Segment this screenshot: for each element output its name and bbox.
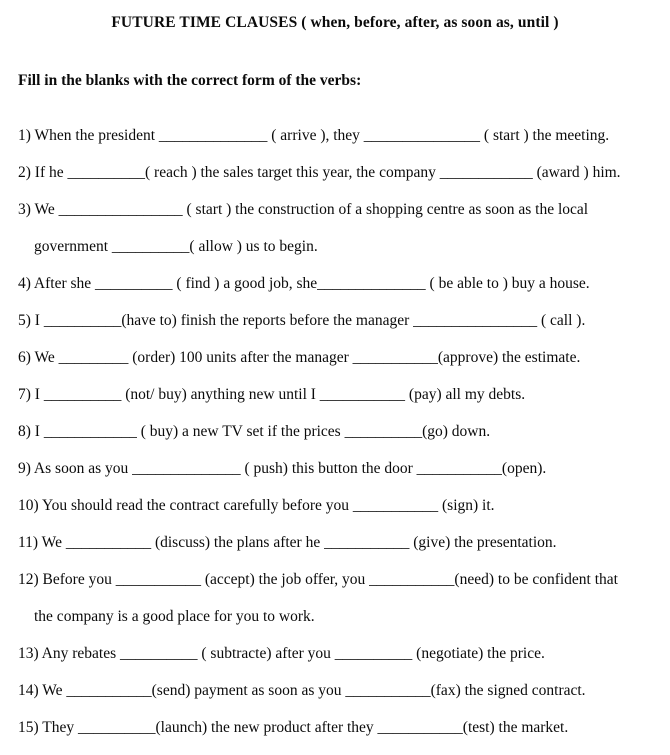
question-10-line: 10) You should read the contract carefully before you ___________ (sign) it. [18,497,495,514]
question-3-continuation: government __________( allow ) us to begin. [34,238,318,255]
exercise-list [18,117,660,746]
worksheet-title: FUTURE TIME CLAUSES ( when, before, after, as soon as, until ) [111,14,559,31]
question-12-continuation: the company is a good place for you to work. [34,608,315,625]
worksheet-instruction: Fill in the blanks with the correct form of the verbs: [18,72,362,89]
question-15-line: 15) They __________(launch) the new product after they ___________(test) the market. [18,719,569,736]
question-12-line: 12) Before you ___________ (accept) the job offer, you ___________(need) to be confident that [18,571,618,588]
question-1-line: 1) When the president ______________ ( arrive ), they _______________ ( start ) the meeting. [18,127,610,144]
question-13-line: 13) Any rebates __________ ( subtracte) after you __________ (negotiate) the price. [18,645,545,662]
question-3-line: 3) We ________________ ( start ) the construction of a shopping centre as soon as the local [18,201,589,218]
question-4-line: 4) After she __________ ( find ) a good job, she______________ ( be able to ) buy a house. [18,275,590,292]
question-6-line: 6) We _________ (order) 100 units after the manager ___________(approve) the estimate. [18,349,581,366]
question-5-line: 5) I __________(have to) finish the reports before the manager ________________ ( call ). [18,312,586,329]
question-14-line: 14) We ___________(send) payment as soon as you ___________(fax) the signed contract. [18,682,586,699]
question-7-line: 7) I __________ (not/ buy) anything new until I ___________ (pay) all my debts. [18,386,526,403]
question-8-line: 8) I ____________ ( buy) a new TV set if the prices __________(go) down. [18,423,491,440]
question-2-line: 2) If he __________( reach ) the sales target this year, the company ____________ (award ) him. [18,164,621,181]
question-9-line: 9) As soon as you ______________ ( push) this button the door ___________(open). [18,460,547,477]
question-11-line: 11) We ___________ (discuss) the plans after he ___________ (give) the presentation. [18,534,557,551]
